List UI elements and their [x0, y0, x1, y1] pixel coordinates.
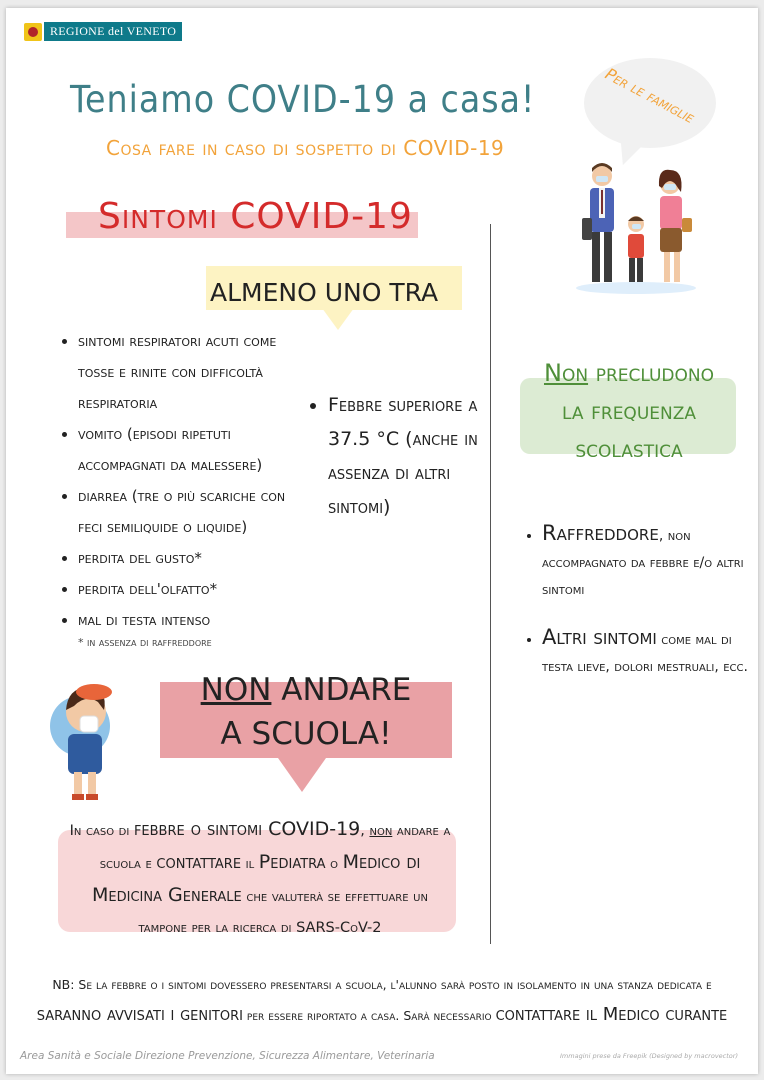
list-item-text: perdita dell'olfatto* [78, 580, 218, 598]
instructions-text [66, 814, 454, 944]
family-illustration-icon [566, 158, 706, 298]
nb-part: NB: Se la febbre o i sintomi dovessero presentarsi a scuola, l'alunno sarà posto in isolamento in una stanza dedicata e [52, 977, 712, 992]
instr-febbre: febbre o sintomi COVID-19 [133, 818, 361, 840]
precludono-word: precludono [595, 359, 714, 387]
list-item [78, 543, 308, 574]
page-subtitle: Cosa fare in caso di sospetto di COVID-19 [106, 136, 505, 160]
instr-part: andare a scuola e [99, 823, 451, 872]
nb-note [26, 970, 738, 1031]
logo-text: REGIONE del VENETO [44, 22, 182, 41]
list-item [78, 326, 308, 419]
raffreddore-strong: Raffreddore [542, 521, 659, 545]
instr-part: , [360, 823, 370, 839]
non-precludono-list [516, 520, 752, 701]
andare-word: ANDARE [271, 672, 412, 708]
altri-sintomi-strong: Altri sintomi [542, 625, 657, 649]
symptoms-list [50, 326, 308, 636]
instr-part: che valuterà se effettuare un tampone per la ricerca di SARS-CoV-2 [138, 889, 428, 936]
almeno-heading: ALMENO UNO TRA [210, 278, 439, 307]
instr-part: il [241, 856, 259, 872]
instr-non: non [369, 823, 393, 839]
down-arrow-icon [322, 308, 354, 330]
list-item [78, 481, 308, 543]
speech-bubble-text: Per le famiglie [602, 64, 698, 127]
lion-emblem-icon [24, 23, 42, 41]
nb-avvisati: saranno avvisati i genitori [36, 1004, 243, 1025]
regione-veneto-logo [24, 22, 182, 41]
raffreddore-rest: , non accompagnato da febbre e/o altri sintomi [542, 528, 744, 598]
list-item-text: vomito (episodi ripetuti accompagnati da malessere) [78, 425, 263, 474]
footnote-raffreddore: * in assenza di raffreddore [78, 636, 212, 649]
sick-child-illustration-icon [46, 676, 136, 804]
instr-medico: Medico di Medicina Generale [92, 851, 421, 906]
list-item [542, 520, 752, 604]
febbre-text: Febbre superiore a 37.5 °C (anche in assenza di altri sintomi) [328, 394, 478, 518]
list-item [328, 388, 488, 524]
nb-contattare: contattare il Medico curante [495, 1004, 728, 1025]
non-underlined: NON [200, 672, 272, 708]
non-underlined: Non [543, 359, 589, 387]
poster [6, 8, 758, 1074]
febbre-list [302, 388, 488, 524]
footer-department: Area Sanità e Sociale Direzione Prevenzione, Sicurezza Alimentare, Veterinaria [20, 1050, 435, 1062]
non-precludono-heading [522, 354, 736, 468]
instr-part: In caso di [69, 823, 134, 839]
list-item-text: sintomi respiratori acuti come tosse e rinite con difficoltà respiratoria [78, 332, 277, 412]
list-item [78, 574, 308, 605]
instr-part: o [325, 856, 343, 872]
frequenza-line: la frequenza [561, 397, 696, 425]
list-item-text: perdita del gusto* [78, 549, 202, 567]
list-item [78, 419, 308, 481]
instr-pediatra: Pediatra [258, 851, 326, 873]
non-andare-heading [160, 668, 452, 756]
list-item-text: mal di testa intenso [78, 611, 211, 629]
sintomi-title: Sintomi COVID-19 [98, 196, 413, 237]
nb-part: per essere riportato a casa. Sarà necessario [242, 1008, 496, 1023]
column-divider [490, 224, 491, 944]
page-title: Teniamo COVID-19 a casa! [70, 78, 536, 121]
a-scuola-line: A SCUOLA! [220, 716, 392, 752]
altri-sintomi-rest: come mal di testa lieve, dolori mestruali, ecc. [542, 632, 748, 675]
scolastica-line: scolastica [575, 435, 683, 463]
footer-credits: Immagini prese da Freepik (Designed by macrovector) [560, 1052, 738, 1060]
down-arrow-icon [278, 758, 326, 792]
list-item-text: diarrea (tre o più scariche con feci semiliquide o liquide) [78, 487, 286, 536]
list-item [78, 605, 308, 636]
list-item [542, 624, 752, 681]
instr-contattare: contattare [156, 851, 242, 873]
